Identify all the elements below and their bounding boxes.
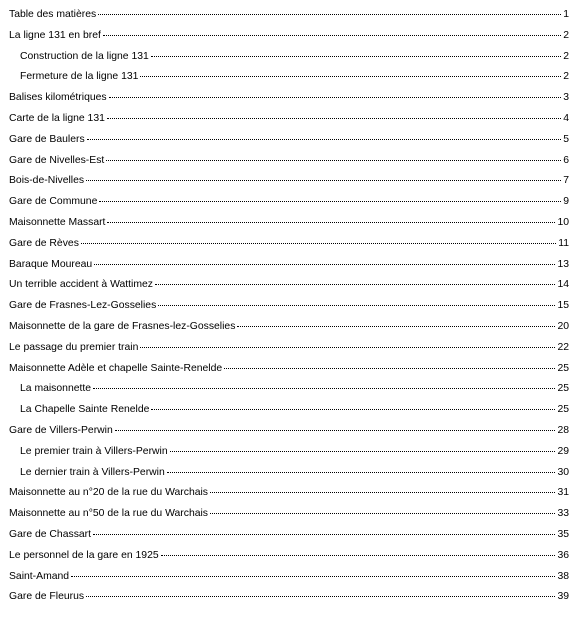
toc-entry[interactable]	[9, 109, 569, 130]
toc-entry[interactable]	[9, 275, 569, 296]
toc-entry-page-number: 36	[557, 549, 569, 561]
toc-entry[interactable]	[9, 504, 569, 525]
toc-entry[interactable]	[9, 338, 569, 359]
toc-subentry[interactable]	[9, 47, 569, 68]
toc-entry[interactable]	[9, 213, 569, 234]
toc-entry-page-number: 20	[557, 320, 569, 332]
toc-entry-title: Table des matières	[9, 9, 97, 20]
toc-entry-title: La ligne 131 en bref	[9, 29, 101, 41]
dot-leader	[81, 242, 556, 244]
toc-entry-page-number: 28	[557, 424, 569, 436]
dot-leader	[93, 533, 555, 535]
toc-entry-title: Gare de Rèves	[9, 237, 79, 249]
toc-entry-title: Maisonnette au n°50 de la rue du Warchais	[9, 508, 208, 520]
dot-leader	[115, 429, 556, 431]
dot-leader	[161, 554, 556, 556]
dot-leader	[140, 75, 561, 77]
toc-entry-page-number: 13	[557, 258, 569, 270]
dot-leader	[210, 491, 555, 493]
toc-entry-page-number: 25	[557, 383, 569, 395]
toc-entry[interactable]	[9, 255, 569, 276]
dot-leader	[86, 179, 561, 181]
toc-entry-title: Maisonnette au n°20 de la rue du Warchais	[9, 487, 208, 499]
toc-entry-title: Le passage du premier train	[9, 341, 139, 353]
toc-entry-page-number: 11	[558, 237, 569, 249]
toc-entry[interactable]	[9, 192, 569, 213]
toc-entry-title: Gare de Villers-Perwin	[9, 424, 113, 436]
toc-entry-title: Baraque Moureau	[9, 258, 93, 270]
toc-entry[interactable]	[9, 26, 569, 47]
toc-entry-title: Gare de Chassart	[9, 528, 92, 540]
dot-leader	[210, 512, 555, 514]
toc-entry-title: La maisonnette	[20, 383, 92, 395]
dot-leader	[158, 304, 555, 306]
toc-entry[interactable]	[9, 88, 569, 109]
toc-entry-page-number: 9	[563, 196, 569, 208]
toc-subentry[interactable]	[9, 400, 569, 421]
toc-entry-title: Maisonnette Adèle et chapelle Sainte-Renelde	[9, 362, 223, 374]
toc-entry-title: Fermeture de la ligne 131	[20, 71, 139, 83]
toc-entry[interactable]	[9, 5, 569, 26]
toc-subentry[interactable]	[9, 67, 569, 88]
toc-entry[interactable]	[9, 525, 569, 546]
toc-entry-page-number: 35	[557, 528, 569, 540]
toc-entry-title: Balises kilométriques	[9, 92, 107, 104]
dot-leader	[71, 575, 555, 577]
toc-entry-page-number: 1	[563, 9, 569, 20]
toc-entry[interactable]	[9, 130, 569, 151]
toc-entry-title: Un terrible accident à Wattimez	[9, 279, 153, 291]
toc-entry[interactable]	[9, 234, 569, 255]
toc-subentry[interactable]	[9, 442, 569, 463]
dot-leader	[93, 387, 555, 389]
toc-entry-page-number: 33	[557, 508, 569, 520]
dot-leader	[94, 263, 555, 265]
dot-leader	[103, 34, 561, 36]
toc-entry[interactable]	[9, 151, 569, 172]
toc-entry-page-number: 2	[563, 71, 569, 83]
toc-entry[interactable]	[9, 171, 569, 192]
toc-entry-page-number: 25	[557, 362, 569, 374]
toc-entry-title: Gare de Fleurus	[9, 591, 85, 603]
toc-entry-title: Saint-Amand	[9, 570, 70, 582]
toc-entry-page-number: 2	[563, 29, 569, 41]
toc-entry-page-number: 7	[563, 175, 569, 187]
toc-entry-title: Le premier train à Villers-Perwin	[20, 445, 168, 457]
toc-entry-page-number: 4	[563, 112, 569, 124]
toc-entry-page-number: 31	[557, 487, 569, 499]
toc-entry-title: Gare de Frasnes-Lez-Gosselies	[9, 300, 157, 312]
toc-entry-page-number: 25	[557, 404, 569, 416]
toc-entry[interactable]	[9, 317, 569, 338]
dot-leader	[106, 159, 561, 161]
toc-subentry[interactable]	[9, 463, 569, 484]
toc-entry-title: Gare de Nivelles-Est	[9, 154, 105, 166]
toc-entry[interactable]	[9, 483, 569, 504]
dot-leader	[107, 221, 555, 223]
dot-leader	[155, 283, 555, 285]
toc-entry-title: Maisonnette Massart	[9, 216, 106, 228]
toc-entry-title: Construction de la ligne 131	[20, 50, 149, 62]
dot-leader	[109, 96, 561, 98]
dot-leader	[170, 450, 556, 452]
toc-entry-title: Bois-de-Nivelles	[9, 175, 85, 187]
dot-leader	[86, 595, 555, 597]
dot-leader	[151, 55, 561, 57]
toc-entry[interactable]	[9, 421, 569, 442]
dot-leader	[224, 367, 555, 369]
toc-entry[interactable]	[9, 546, 569, 567]
dot-leader	[140, 346, 555, 348]
toc-entry-title: Carte de la ligne 131	[9, 112, 105, 124]
toc-subentry[interactable]	[9, 379, 569, 400]
dot-leader	[87, 138, 561, 140]
toc-entry-title: Le personnel de la gare en 1925	[9, 549, 159, 561]
dot-leader	[237, 325, 555, 327]
toc-entry-page-number: 38	[557, 570, 569, 582]
toc-entry[interactable]	[9, 296, 569, 317]
toc-entry-title: Maisonnette de la gare de Frasnes-lez-Gosselies	[9, 320, 236, 332]
toc-entry-title: Le dernier train à Villers-Perwin	[20, 466, 165, 478]
dot-leader	[151, 408, 555, 410]
toc-entry-page-number: 5	[563, 133, 569, 145]
toc-entry[interactable]	[9, 587, 569, 608]
toc-entry-page-number: 29	[557, 445, 569, 457]
toc-entry-page-number: 39	[557, 591, 569, 603]
toc-entry-page-number: 2	[563, 50, 569, 62]
toc-entry-page-number: 15	[557, 300, 569, 312]
dot-leader	[167, 471, 556, 473]
toc-entry-page-number: 10	[557, 216, 569, 228]
toc-entry[interactable]	[9, 359, 569, 380]
dot-leader	[99, 200, 561, 202]
toc-entry-title: Gare de Commune	[9, 196, 98, 208]
toc-entry-title: La Chapelle Sainte Renelde	[20, 404, 150, 416]
toc-entry-title: Gare de Baulers	[9, 133, 85, 145]
toc-entry-page-number: 22	[557, 341, 569, 353]
toc-entry-page-number: 3	[563, 92, 569, 104]
dot-leader	[98, 13, 561, 15]
toc-entry-page-number: 14	[557, 279, 569, 291]
toc-entry-page-number: 30	[557, 466, 569, 478]
dot-leader	[107, 117, 561, 119]
toc-entry[interactable]	[9, 567, 569, 588]
toc-entry-page-number: 6	[563, 154, 569, 166]
